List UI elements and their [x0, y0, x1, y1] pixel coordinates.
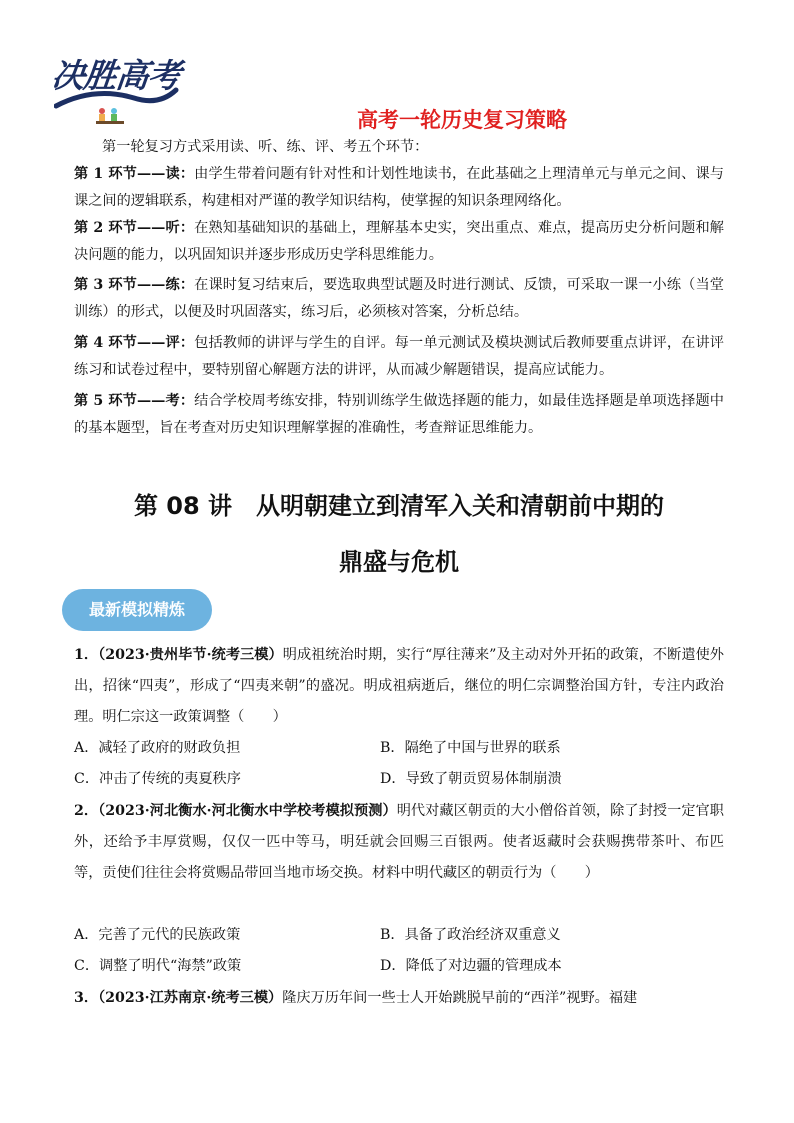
lecture-title-line: 第 08 讲 从明朝建立到清军入关和清朝前中期的 [133, 492, 665, 520]
logo-text: 决胜高考 [49, 56, 182, 95]
step-label: 第 5 环节——考： [74, 393, 195, 409]
step-text: 包括教师的讲评与学生的自评。每一单元测试及模块测试后教师要重点讲评，在讲评练习和试卷过程中，要特别留心解题方法的讲评，从而减少解题错误，提高应试能力。 [74, 335, 724, 378]
question-source: （2023·河北衡水·河北衡水中学校考模拟预测） [98, 803, 397, 819]
question-number: 3． [74, 990, 99, 1006]
answer-option: D．降低了对边疆的管理成本 [380, 958, 562, 974]
question-text: 隆庆万历年间一些士人开始跳脱早前的“西洋”视野。福建 [282, 990, 638, 1006]
step-label: 第 4 环节——评： [74, 335, 195, 351]
lecture-title-line: 鼎盛与危机 [339, 548, 459, 576]
question-number: 2． [74, 803, 99, 819]
step-label: 第 2 环节——听： [74, 220, 195, 236]
step-text: 在熟知基础知识的基础上，理解基本史实，突出重点、难点，提高历史分析问题和解决问题的能力，以巩固知识并逐步形成历史学科思维能力。 [74, 220, 724, 263]
step-paragraph [74, 272, 724, 326]
question-source: （2023·江苏南京·统考三模） [98, 990, 283, 1006]
answer-option: C．调整了明代“海禁”政策 [74, 958, 242, 974]
answer-option: D．导致了朝贡贸易体制崩溃 [380, 771, 562, 787]
step-paragraph [74, 215, 724, 269]
answer-option: C．冲击了传统的夷夏秩序 [74, 771, 241, 787]
answer-option: B．具备了政治经济双重意义 [380, 927, 561, 943]
intro-paragraph: 第一轮复习方式采用读、听、练、评、考五个环节： [102, 139, 429, 155]
answer-option: A．完善了元代的民族政策 [74, 927, 241, 943]
question-stem [74, 983, 724, 1014]
step-text: 由学生带着问题有针对性和计划性地读书，在此基础之上理清单元与单元之间、课与课之间的逻辑联系，构建相对严谨的教学知识结构，使掌握的知识条理网络化。 [74, 166, 724, 209]
section-badge: 最新模拟精炼 [62, 589, 212, 631]
step-paragraph [74, 330, 724, 384]
question-text: 明代对藏区朝贡的大小僧俗首领，除了封授一定官职外，还给予丰厚赏赐，仅仅一匹中等马，明廷就会回赐三百银两。使者返藏时会获赐携带茶叶、布匹等，贡使们往往会将赏赐品带回当地市场交换。材料中明代藏区的朝贡行为（ ） [74, 803, 724, 881]
step-paragraph [74, 161, 724, 215]
step-paragraph [74, 388, 724, 442]
step-text: 结合学校周考练安排，特别训练学生做选择题的能力，如最佳选择题是单项选择题中的基本题型，旨在考查对历史知识理解掌握的准确性，考查辩证思维能力。 [74, 393, 724, 436]
question-number: 1． [74, 647, 99, 663]
question-stem [74, 640, 724, 733]
question-text: 明成祖统治时期，实行“厚往薄来”及主动对外开拓的政策，不断遣使外出，招徕“四夷”，形成了“四夷来朝”的盛况。明成祖病逝后，继位的明仁宗调整治国方针，专注内政治理。明仁宗这一政策调整（ ） [74, 647, 724, 725]
question-stem [74, 796, 724, 889]
lecture-title [74, 478, 724, 590]
step-label: 第 3 环节——练： [74, 277, 195, 293]
answer-option: B．隔绝了中国与世界的联系 [380, 740, 561, 756]
question-source: （2023·贵州毕节·统考三模） [98, 647, 283, 663]
answer-option: A．减轻了政府的财政负担 [74, 740, 241, 756]
strategy-title: 高考一轮历史复习策略 [357, 108, 567, 132]
step-label: 第 1 环节——读： [74, 166, 195, 182]
step-text: 在课时复习结束后，要选取典型试题及时进行测试、反馈，可采取一课一小练（当堂训练）的形式，以便及时巩固落实，练习后，必须核对答案，分析总结。 [74, 277, 724, 320]
